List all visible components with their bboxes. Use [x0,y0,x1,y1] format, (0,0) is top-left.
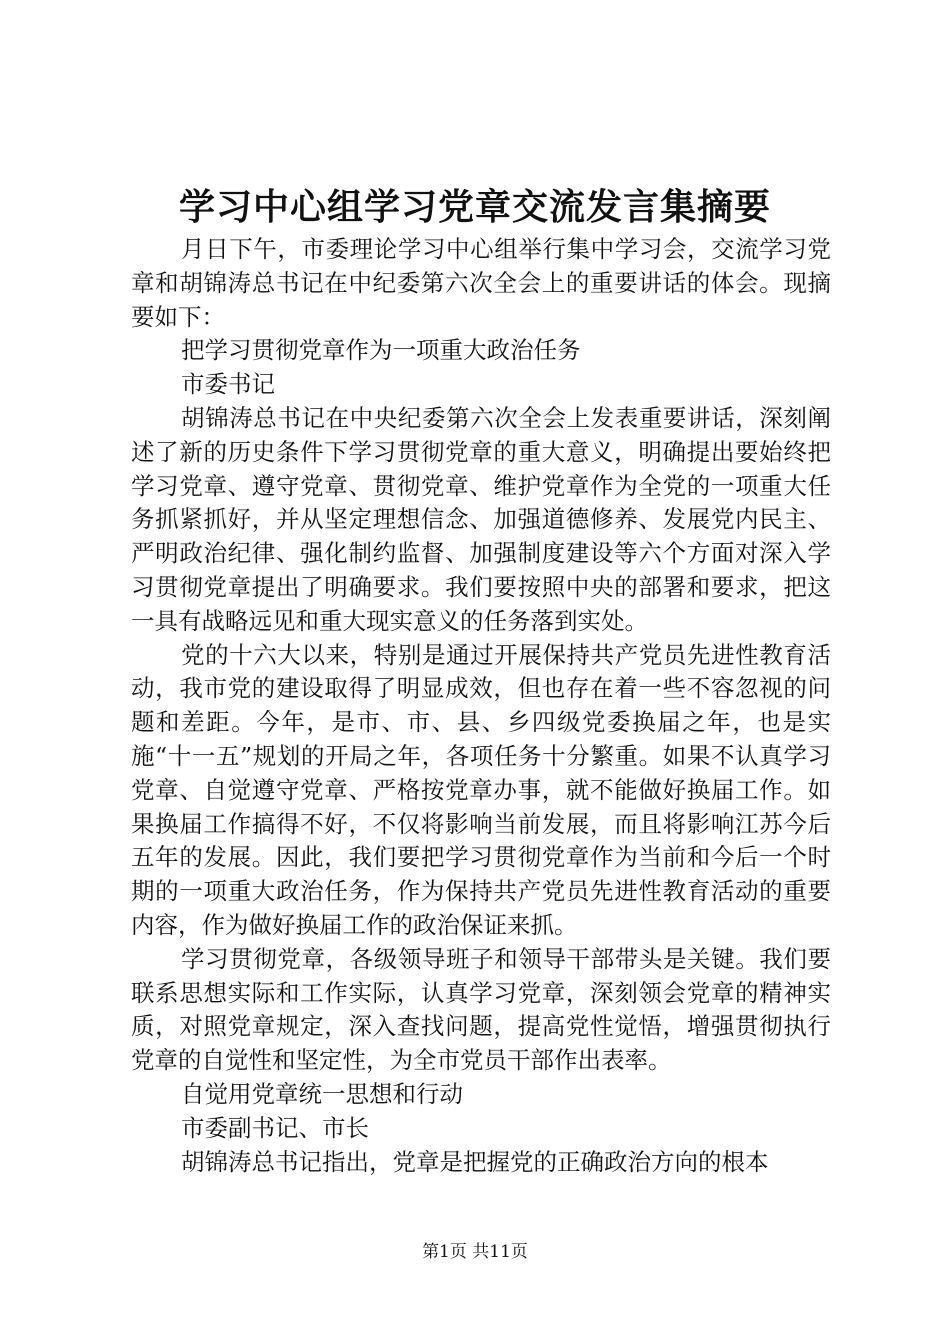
document-title: 学习中心组学习党章交流发言集摘要 [178,187,771,228]
section-heading-1: 把学习贯彻党章作为一项重大政治任务 [181,336,581,365]
body-paragraph: 胡锦涛总书记指出，党章是把握党的正确政治方向的根本 [181,1147,769,1176]
intro-paragraph: 月日下午，市委理论学习中心组举行集中学习会，交流学习党章和胡锦涛总书记在中纪委第六次全会上的重要讲话的体会。现摘要如下： [131,235,831,331]
page-footer: 第1页 共11页 [422,1242,528,1262]
speaker-2: 市委副书记、市长 [181,1113,369,1142]
body-paragraph: 党的十六大以来，特别是通过开展保持共产党员先进性教育活动，我市党的建设取得了明显成效，但也存在着一些不容忽视的问题和差距。今年，是市、市、县、乡四级党委换届之年，也是实施“十一五”规划的开局之年，各项任务十分繁重。如果不认真学习党章、自觉遵守党章、严格按党章办事，就不能做好换届工作。如果换届工作搞得不好，不仅将影响当前发展，而且将影响江苏今后五年的发展。因此，我们要把学习贯彻党章作为当前和今后一个时期的一项重大政治任务，作为保持共产党员先进性教育活动的重要内容，作为做好换届工作的政治保证来抓。 [131,640,831,939]
body-paragraph: 学习贯彻党章，各级领导班子和领导干部带头是关键。我们要联系思想实际和工作实际，认真学习党章，深刻领会党章的精神实质，对照党章规定，深入查找问题，提高党性觉悟，增强贯彻执行党章的自觉性和坚定性，为全市党员干部作出表率。 [131,944,831,1075]
section-heading-2: 自觉用党章统一思想和行动 [181,1079,463,1108]
speaker-1: 市委书记 [181,370,275,399]
body-paragraph: 胡锦涛总书记在中央纪委第六次全会上发表重要讲话，深刻阐述了新的历史条件下学习贯彻党章的重大意义，明确提出要始终把学习党章、遵守党章、贯彻党章、维护党章作为全党的一项重大任务抓紧抓好，并从坚定理想信念、加强道德修养、发展党内民主、严明政治纪律、强化制约监督、加强制度建设等六个方面对深入学习贯彻党章提出了明确要求。我们要按照中央的部署和要求，把这一具有战略远见和重大现实意义的任务落到实处。 [131,403,831,635]
document-body [131,233,831,1179]
